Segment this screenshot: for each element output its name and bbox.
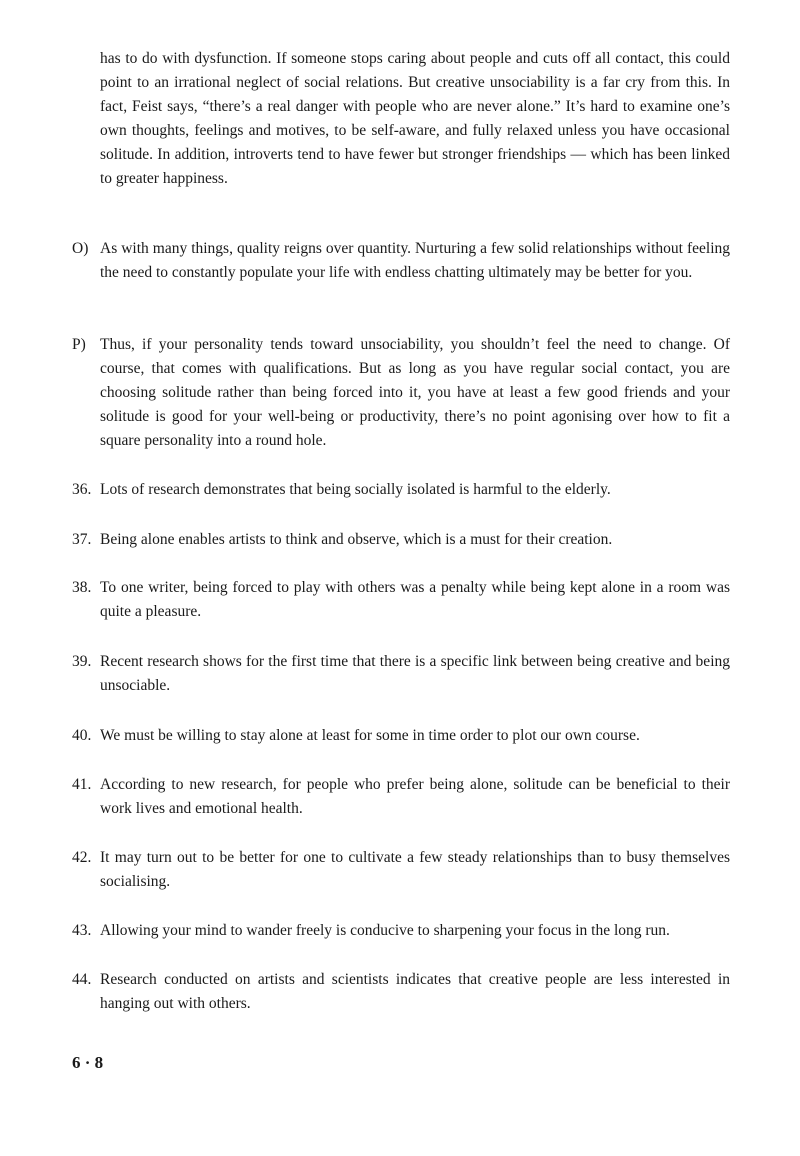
paragraph-o (72, 237, 730, 285)
intro-paragraph: has to do with dysfunction. If someone stops caring about people and cuts off all contact, this could point to an irrational neglect of social relations. But creative unsociability is a far cry from this. In fact, Feist says, “there’s a real danger with people who are never alone.” It’s hard to examine one’s own thoughts, feelings and motives, to be self-aware, and fully relaxed unless you have occasional solitude. In addition, introverts tend to have fewer but stronger friendships — which has been linked to greater happiness. (100, 50, 730, 187)
page-number: 6 · 8 (72, 1053, 104, 1072)
statement-37 (72, 528, 730, 552)
paragraph-p (72, 333, 730, 453)
statement-36 (72, 478, 730, 502)
statement-number: 38. (72, 579, 92, 596)
statement-44 (72, 968, 730, 1016)
statement-text: We must be willing to stay alone at least for some in time order to plot our own course. (100, 727, 640, 744)
statement-number: 44. (72, 971, 92, 988)
paragraph-text: Thus, if your personality tends toward unsociability, you shouldn’t feel the need to change. Of course, that comes with qualifications. But as long as you have regular social contact, you are choosing solitude rather than being forced into it, you have at least a few good friends and your solitude is good for your well-being or productivity, there’s no point agonising over how to fit a square personality into a round hole. (100, 336, 730, 449)
statement-41 (72, 773, 730, 821)
statement-42 (72, 846, 730, 894)
statement-40 (72, 724, 730, 748)
statement-number: 43. (72, 922, 92, 939)
statement-number: 41. (72, 776, 92, 793)
statement-39 (72, 650, 730, 698)
statement-text: Recent research shows for the first time that there is a specific link between being creative and being unsociable. (100, 653, 730, 694)
statement-number: 36. (72, 481, 92, 498)
statement-38 (72, 576, 730, 624)
statement-text: To one writer, being forced to play with others was a penalty while being kept alone in a room was quite a pleasure. (100, 579, 730, 620)
statement-number: 39. (72, 653, 92, 670)
statement-text: According to new research, for people who prefer being alone, solitude can be beneficial to their work lives and emotional health. (100, 776, 730, 817)
statement-text: Research conducted on artists and scientists indicates that creative people are less interested in hanging out with others. (100, 971, 730, 1012)
statement-text: Being alone enables artists to think and observe, which is a must for their creation. (100, 531, 613, 548)
statement-number: 40. (72, 727, 92, 744)
statement-number: 42. (72, 849, 92, 866)
paragraph-label: O) (72, 240, 89, 257)
statement-text: It may turn out to be better for one to cultivate a few steady relationships than to busy themselves socialising. (100, 849, 730, 890)
paragraph-label: P) (72, 336, 86, 353)
statement-text: Allowing your mind to wander freely is conducive to sharpening your focus in the long run. (100, 922, 670, 939)
paragraph-text: As with many things, quality reigns over quantity. Nurturing a few solid relationships without feeling the need to constantly populate your life with endless chatting ultimately may be better for you. (100, 240, 730, 281)
statement-number: 37. (72, 531, 92, 548)
statement-43 (72, 919, 730, 943)
statement-text: Lots of research demonstrates that being socially isolated is harmful to the elderly. (100, 481, 611, 498)
